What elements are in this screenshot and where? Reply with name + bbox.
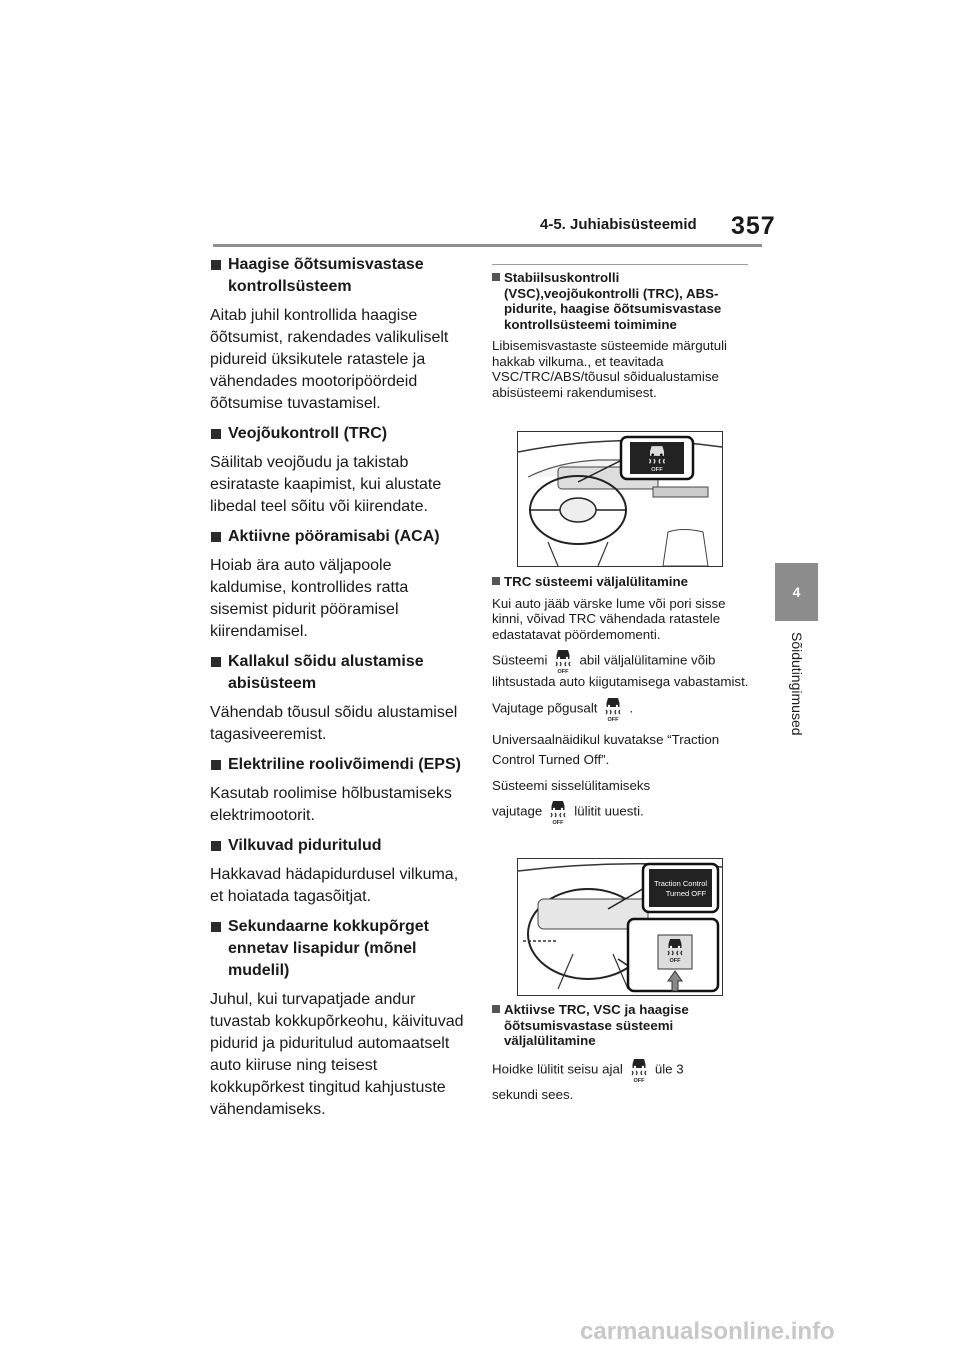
trc-off-p3 — [492, 696, 750, 722]
trc-off-p6 — [492, 799, 750, 825]
section-heading: Vilkuvad piduritulud — [210, 835, 470, 857]
page-number: 357 — [731, 212, 776, 240]
slip-off-icon — [548, 799, 568, 825]
dashboard-switch-illustration — [518, 859, 722, 995]
active-off-section — [492, 1002, 750, 1102]
section-heading: Sekundaarne kokkupõrget ennetav lisapidur (mõnel mudelil) — [210, 916, 470, 982]
vsc-heading: Stabiilsuskontrolli (VSC),veojõukontrolli (TRC), ABS-pidurite, haagise õõtsumisvastase kontrollsüsteemi toimimine — [492, 270, 750, 332]
section-body: Aitab juhil kontrollida haagise õõtsumist, rakendades valikuliselt pidureid üksikutele ratastele ja vähendades mootoripöördeid õõtsumise tuvastamisel. — [210, 307, 449, 412]
section-title: 4-5. Juhiabisüsteemid — [540, 216, 697, 233]
chapter-label-text: Sõidutingimused — [789, 632, 805, 736]
display-line2: Turned OFF — [665, 889, 707, 898]
trc-off-p6-pre: vajutage — [492, 803, 543, 819]
section-heading: Veojõukontroll (TRC) — [210, 423, 470, 445]
trc-off-p2 — [492, 648, 750, 674]
trc-off-heading: TRC süsteemi väljalülitamine — [492, 574, 750, 590]
trc-off-p4: Universaalnäidikul kuvatakse “Traction Control Turned Off”. — [492, 731, 720, 767]
section-body: Vähendab tõusul sõidu alustamisel tagasiveeremist. — [210, 704, 458, 743]
trc-off-p3-post: . — [629, 700, 634, 716]
trc-off-section — [492, 574, 750, 825]
section-heading: Aktiivne pööramisabi (ACA) — [210, 526, 470, 548]
trc-off-p3-pre: Vajutage põgusalt — [492, 700, 598, 716]
trc-off-p1: Kui auto jääb värske lume või pori sisse kinni, võivad TRC vähendada ratastele edastatavat pöördemomenti. — [492, 595, 726, 642]
section-heading: Elektriline roolivõimendi (EPS) — [210, 754, 470, 776]
section-body: Hakkavad hädapidurdusel vilkuma, et hoiatada tagasõitjat. — [210, 866, 459, 905]
trc-off-p6-post: lülitit uuesti. — [574, 803, 644, 819]
chapter-number: 4 — [792, 584, 801, 600]
slip-off-icon — [629, 1057, 649, 1083]
section-body: Säilitab veojõudu ja takistab esirataste kaapimist, kui alustate libedal teel sõitu või kiirendate. — [210, 454, 442, 515]
vsc-section — [492, 270, 750, 400]
active-off-p1 — [492, 1057, 750, 1083]
section-heading: Kallakul sõidu alustamise abisüsteem — [210, 651, 470, 695]
dashboard-figure-2 — [517, 858, 723, 996]
vsc-body: Libisemisvastaste süsteemide märgutuli hakkab vilkuma., et teavitada VSC/TRC/ABS/tõusul sõidualustamise abisüsteemi rakendumisest. — [492, 338, 728, 400]
section-body: Juhul, kui turvapatjade andur tuvastab kokkupõrkeohu, käivituvad pidurid ja piduritulud automaatselt auto kiiruse ning teisest kokkupõrkest tingitud kahjustuste vähendamiseks. — [210, 991, 464, 1118]
active-off-p1-post: üle 3 — [654, 1061, 684, 1077]
section-body: Hoiab ära auto väljapoole kaldumise, kontrollides ratta sisemist pidurit pööramisel kiirendamisel. — [210, 557, 409, 640]
display-line1: Traction Control — [653, 879, 708, 888]
slip-off-icon — [553, 648, 573, 674]
trc-off-p5: Süsteemi sisselülitamiseks — [492, 777, 651, 793]
trc-off-p2-pre: Süsteemi — [492, 652, 548, 668]
right-divider — [492, 264, 748, 265]
section-heading: Haagise õõtsumisvastase kontrollsüsteem — [210, 254, 470, 298]
trc-off-p2-post: abil väljalülitamine võib — [579, 652, 716, 668]
active-off-p1-pre: Hoidke lülitit seisu ajal — [492, 1061, 623, 1077]
trc-off-p2-rest: lihtsustada auto kiigutamisega vabastamist. — [492, 674, 749, 689]
chapter-tab[interactable] — [775, 563, 818, 621]
active-off-heading: Aktiivse TRC, VSC ja haagise õõtsumisvastase süsteemi väljalülitamine — [492, 1002, 750, 1049]
chapter-label — [775, 632, 818, 752]
active-off-p1-rest: sekundi sees. — [492, 1086, 574, 1102]
dashboard-illustration — [518, 432, 722, 566]
left-column — [210, 254, 470, 1121]
dashboard-figure-1 — [517, 431, 723, 567]
header-divider — [213, 244, 762, 247]
watermark[interactable]: carmanualsonline.info — [580, 1318, 835, 1345]
slip-off-icon — [603, 696, 623, 722]
section-body: Kasutab roolimise hõlbustamiseks elektrimootorit. — [210, 785, 452, 824]
